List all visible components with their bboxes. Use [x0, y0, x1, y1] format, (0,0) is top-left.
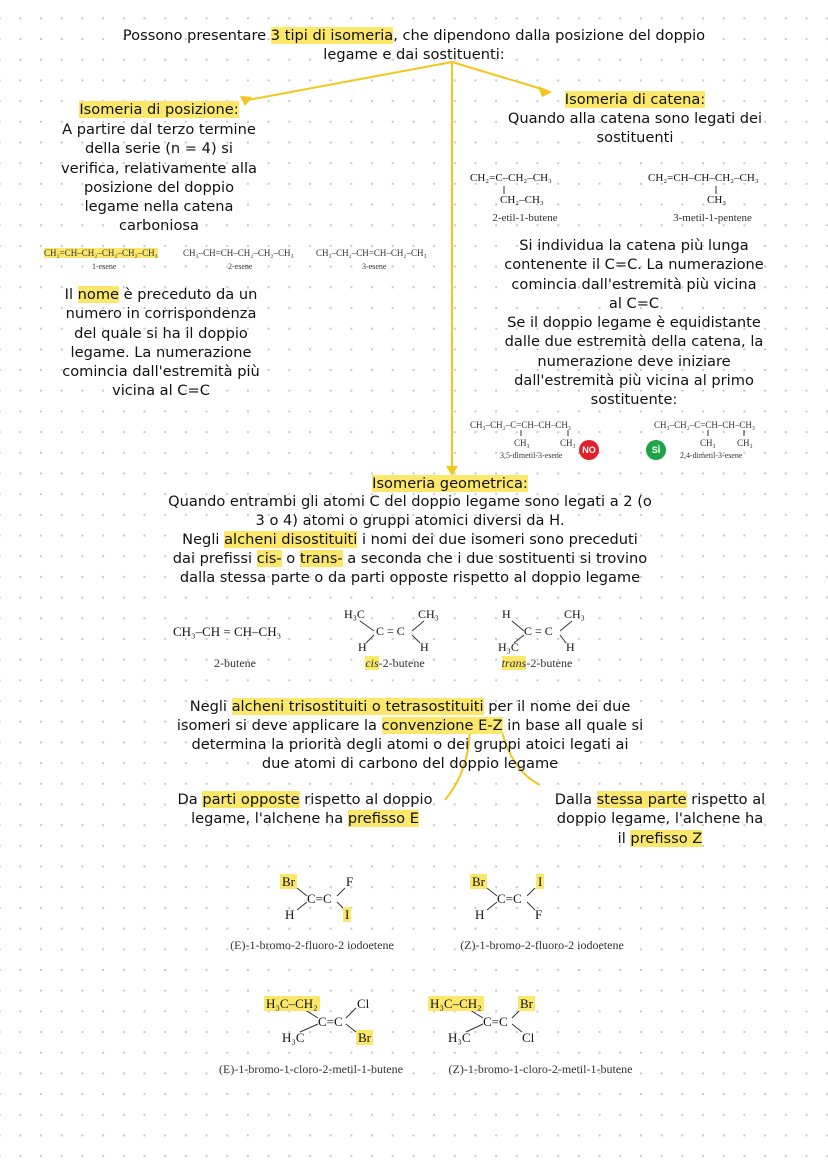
name-2-etil-1-butene: 2-etil-1-butene	[492, 212, 558, 224]
name-e-bromo-fluoro-iodoetene: (E)-1-bromo-2-fluoro-2 iodoetene	[230, 938, 394, 952]
ez-right-text: Dalla stessa parte rispetto al doppio legame, l'alchene ha il prefisso Z	[554, 791, 766, 847]
trans-ch3: CH₃	[564, 607, 585, 621]
ez-line-3: determina la priorità degli atomi o dei gruppi atoici legati ai	[191, 736, 629, 753]
position-body-2: Il nome è preceduto da un numero in corrispondenza del quale si ha il doppio legame. La numerazione comincia dall'estremità più vicina al C=C	[62, 286, 260, 400]
geometric-title: Isomeria geometrica:	[372, 475, 528, 492]
name-1-esene: 1-esene	[92, 262, 117, 271]
position-body: A partire dal terzo termine della serie (n = 4) si verifica, relativamente alla posizione del doppio legame nella catena carboniosa	[61, 121, 257, 235]
chain-subtitle: Quando alla catena sono legati dei sostituenti	[507, 110, 763, 147]
z1-h: H	[475, 907, 485, 922]
formula-3-metil-branch: CH₃	[707, 194, 727, 206]
e2-h3c: H₃C	[282, 1030, 305, 1045]
position-title: Isomeria di posizione:	[79, 101, 239, 118]
geometric-line-2: 3 o 4) atomi o gruppi atomici diversi da H.	[255, 512, 565, 529]
e2-ceqc: C=C	[318, 1014, 343, 1029]
si-badge: SÌ	[646, 440, 666, 460]
name-e-bromo-cloro-metil-butene: (E)-1-bromo-1-cloro-2-metil-1-butene	[219, 1062, 403, 1076]
z2-br: Br	[520, 996, 533, 1011]
z1-ceqc: C=C	[497, 891, 522, 906]
formula-1-esene: CH₂=CH–CH₂–CH₂–CH₂–CH₃	[44, 248, 158, 258]
name-z-bromo-cloro-metil-butene: (Z)-1-bromo-1-cloro-2-metil-1-butene	[448, 1062, 633, 1076]
cis-h-right: H	[420, 640, 429, 654]
cis-h-left: H	[358, 640, 367, 654]
ez-line-4: due atomi di carbono del doppio legame	[261, 755, 559, 772]
name-z-bromo-fluoro-iodoetene: (Z)-1-bromo-2-fluoro-2 iodoetene	[460, 938, 624, 952]
name-2-4-dimetil-3-esene: 2,4-dimetil-3-esene	[680, 451, 743, 460]
z1-i: I	[538, 874, 543, 889]
z2-ceqc: C=C	[483, 1014, 508, 1029]
geometric-line-3: Negli alcheni disostituiti i nomi dei due isomeri sono preceduti	[182, 531, 638, 548]
name-3-5-dimetil-3-esene: 3,5-dimetil-3-esene	[500, 451, 563, 460]
e2-h3cch2: H₃C–CH₂	[266, 996, 318, 1011]
trans-ceqc: C = C	[524, 624, 553, 638]
geometric-line-1: Quando entrambi gli atomi C del doppio legame sono legati a 2 (o	[168, 493, 652, 510]
e1-br: Br	[282, 874, 295, 889]
trans-h-bottom: H	[566, 640, 575, 654]
formula-2-4-dimetil-main: CH₃–CH₂–C=CH–CH–CH₃	[654, 420, 756, 430]
ez-line-2: isomeri si deve applicare la convenzione E-Z in base all quale si	[176, 717, 644, 734]
z2-h3cch2: H₃C–CH₂	[430, 996, 482, 1011]
name-2-butene: 2-butene	[214, 656, 256, 670]
cis-ch3: CH₃	[418, 607, 439, 621]
geometric-line-5: dalla stessa parte o da parti opposte rispetto al doppio legame	[179, 569, 641, 586]
name-trans-2-butene: trans-2-butene	[501, 656, 573, 670]
formula-3-5-branch-2: CH₃	[560, 438, 576, 448]
ez-line-1: Negli alcheni trisostituiti o tetrasostituiti per il nome dei due	[189, 698, 631, 715]
formula-3-5-dimetil-main: CH₃–CH₂–C=CH–CH–CH₃	[470, 420, 572, 430]
e1-i: I	[345, 907, 350, 922]
e1-f: F	[346, 874, 354, 889]
z1-br: Br	[472, 874, 485, 889]
chain-body: Si individua la catena più lunga contenente il C=C. La numerazione comincia dall'estremità più vicina al C=C Se il doppio legame è equidistante dalle due estremità della catena, la numerazione deve iniziare dall'estremità più vicina al primo sostituente:	[504, 237, 764, 409]
formula-2-4-branch-1: CH₃	[700, 438, 716, 448]
e1-h: H	[285, 907, 295, 922]
arrow-to-chain	[452, 62, 545, 90]
no-badge: NO	[579, 440, 599, 460]
formula-2-etil-branch: CH₂–CH₃	[500, 194, 544, 206]
formula-3-5-branch-1: CH₃	[514, 438, 530, 448]
trans-h-top: H	[502, 607, 511, 621]
trans-h3c: H₃C	[498, 640, 519, 654]
name-cis-2-butene: cis-2-butene	[365, 656, 425, 670]
arrow-to-position	[248, 62, 452, 100]
formula-2-4-branch-2: CH₃	[737, 438, 753, 448]
cis-h3c: H₃C	[344, 607, 365, 621]
ez-left-text: Da parti opposte rispetto al doppio legame, l'alchene ha prefisso E	[177, 791, 433, 828]
formula-2-etil-main: CH₂=C–CH₂–CH₃	[470, 172, 552, 184]
e2-cl: Cl	[357, 996, 370, 1011]
name-3-esene: 3-esene	[362, 262, 387, 271]
geometric-line-4: dai prefissi cis- o trans- a seconda che i due sostituenti si trovino	[172, 550, 648, 567]
cis-ceqc: C = C	[376, 624, 405, 638]
name-3-metil-1-pentene: 3-metil-1-pentene	[673, 212, 752, 224]
e1-ceqc: C=C	[307, 891, 332, 906]
formula-3-esene: CH₃–CH₂–CH=CH–CH₂–CH₃	[316, 248, 427, 258]
z1-f: F	[535, 907, 543, 922]
formula-3-metil-main: CH₂=CH–CH–CH₂–CH₃	[648, 172, 759, 184]
name-2-esene: 2-esene	[228, 262, 253, 271]
e2-br: Br	[358, 1030, 371, 1045]
intro-line-2: legame e dai sostituenti:	[323, 46, 505, 63]
formula-2-butene: CH₃–CH = CH–CH₃	[173, 624, 282, 639]
z2-cl: Cl	[522, 1030, 535, 1045]
z2-h3c: H₃C	[448, 1030, 471, 1045]
formula-2-esene: CH₃–CH=CH–CH₂–CH₂–CH₃	[183, 248, 294, 258]
intro-line-1: Possono presentare 3 tipi di isomeria, che dipendono dalla posizione del doppio	[122, 27, 706, 44]
chain-title: Isomeria di catena:	[564, 91, 706, 108]
